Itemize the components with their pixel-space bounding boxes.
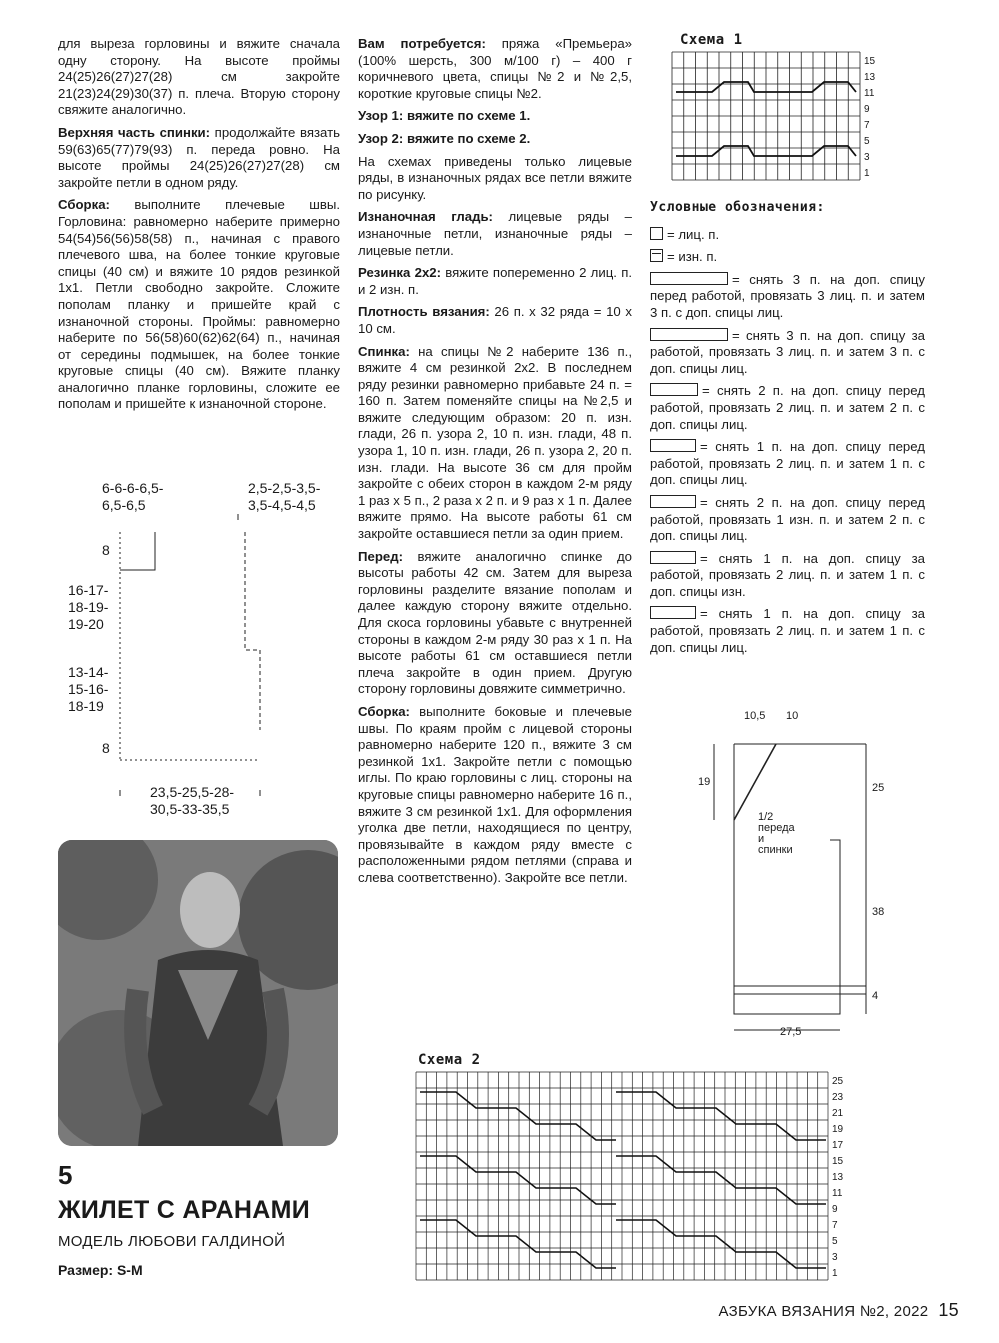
row-number: 1	[832, 1268, 838, 1279]
row-number: 5	[832, 1236, 838, 1247]
legend-item-knit: = лиц. п.	[650, 227, 925, 244]
width-dim-1: 10,5	[744, 710, 766, 722]
model-number: 5	[58, 1160, 73, 1190]
row-number: 11	[864, 88, 875, 99]
schema2-title: Схема 2	[418, 1052, 481, 1068]
paragraph-back: Спинка: на спицы №2 наберите 136 п., вяжите 4 см резинкой 2х2. В последнем ряду резинки равномерно прибавьте 24 п. = 160 п. Затем поменяйте спицы на №2,5 и вяжите следующим образом: 20 п. изн. глади, 26 п. узора 2, 10 п. изн. глади, 48 п. узора 1, 10 п. изн. глади, 26 п. узора 2, 20 п. изн. глади. На высоте 36 см для пройм закройте с обеих сторон в каждом 2-м ряду 1 раз х 5 п., 2 раза х 2 п. и 9 раз х 1 п. Далее вяжите прямо. На высоте работы 61 см закройте оставшиеся петли за один прием.	[358, 343, 632, 542]
bottom-width-dim: 27,5	[780, 1026, 802, 1038]
cable-1-back-purl-icon	[650, 551, 696, 564]
knit-symbol-icon	[650, 227, 663, 240]
page-subtitle: МОДЕЛЬ ЛЮБОВИ ГАЛДИНОЙ	[58, 1233, 286, 1250]
page-number: 15	[938, 1300, 959, 1320]
row-number: 3	[864, 152, 870, 163]
row-number: 7	[832, 1220, 838, 1231]
height-dim-4: 8	[102, 740, 110, 756]
vest-pattern-diagram	[58, 470, 340, 830]
paragraph-upper-back: Верхняя часть спинки: продолжайте вязать 59(63)65(77)79(93) п. переда ровно. На высоте проймы 24(25)26(27)27(28) см закройте петли в одном ряду.	[58, 124, 340, 190]
row-number: 13	[864, 72, 876, 83]
schema2-row-numbers	[832, 1074, 843, 1282]
body-height-dim: 38	[872, 906, 885, 918]
neck-height-dim: 19	[698, 776, 711, 788]
legend-item-purl: = изн. п.	[650, 249, 925, 266]
legend-item-cable2-front-purl: = снять 2 п. на доп. спицу перед работой, провязать 1 изн. п. и затем 2 п. с доп. спицы лиц.	[650, 494, 925, 544]
row-number: 15	[832, 1156, 844, 1167]
row-number: 1	[864, 168, 870, 179]
legend-item-cable1-front: = снять 1 п. на доп. спицу перед работой, провязать 2 лиц. п. и затем 1 п. с доп. спицы лиц.	[650, 439, 925, 488]
row-number: 19	[832, 1124, 844, 1135]
height-dim-3: 13-14- 15-16- 18-19	[68, 664, 109, 714]
cable-2-front-icon	[650, 383, 698, 396]
row-number: 17	[832, 1140, 844, 1151]
legend-title: Условные обозначения:	[650, 200, 825, 215]
page-title: ЖИЛЕТ С АРАНАМИ	[58, 1196, 310, 1224]
text-column-left	[58, 36, 340, 419]
legend-item-cable3-front: = снять 3 п. на доп. спицу перед работой, провязать 3 лиц. п. и затем 3 п. с доп. спицы лиц.	[650, 271, 925, 320]
rib-height-dim: 4	[872, 990, 879, 1002]
size-label: Размер: S-M	[58, 1262, 143, 1278]
half-vest-pattern	[690, 700, 910, 1050]
magazine-name: АЗБУКА ВЯЗАНИЯ №2, 2022	[718, 1303, 929, 1320]
schema1-row-numbers	[864, 54, 875, 182]
legend-item-cable2-front: = снять 2 п. на доп. спицу перед работой, провязать 2 лиц. п. и затем 2 п. с доп. спицы лиц.	[650, 383, 925, 432]
paragraph-pattern1: Узор 1: вяжите по схеме 1.	[358, 108, 531, 124]
paragraph-note: На схемах приведены только лицевые ряды, в изнаночных рядах все петли вяжите по рисунку.	[358, 153, 632, 202]
piece-label: 1/2 переда и спинки	[758, 811, 795, 856]
paragraph-pattern2: Узор 2: вяжите по схеме 2.	[358, 130, 531, 146]
row-number: 23	[832, 1092, 844, 1103]
top-left-dim: 6-6-6-6,5- 6,5-6,5	[102, 480, 164, 513]
row-number: 9	[864, 104, 870, 115]
purl-symbol-icon	[650, 249, 663, 262]
row-number: 21	[832, 1108, 844, 1119]
schema1-title: Схема 1	[680, 32, 743, 48]
row-number: 9	[832, 1204, 838, 1215]
paragraph-rib: Резинка 2х2: вяжите попеременно 2 лиц. п. и 2 изн. п.	[358, 265, 633, 297]
paragraph-assembly: Сборка: выполните плечевые швы. Горловина: равномерно наберите примерно 54(54)56(56)58(58) п., начиная с правого плечевого шва, на более тонкие круговые спицы (40 см) и вяжите 10 рядов резинкой 1х1. Петли свободно закройте. Сложите пополам планку и пришейте край с изнаночной стороны. Проймы: равномерно наберите по 56(58)60(62)62(64) п., начиная от середины подмышек, на более тонкие круговые спицы (40 см). Вяжите планку аналогично планке горловины, сложите ее пополам и пришейте к изнаночной стороне.	[58, 197, 340, 412]
armhole-height-dim: 25	[872, 782, 885, 794]
cable-1-back-icon	[650, 606, 696, 619]
paragraph-front: Перед: вяжите аналогично спинке до высоты работы 42 см. Затем для выреза горловины разделите вязание пополам и далее каждую сторону вяжите отдельно. Для скоса горловины убавьте с внутренней стороны в каждом 2-м ряду 30 раз х 1 п. На высоте работы 61 см оставшиеся петли плеча закройте в один прием. Другую сторону горловины довяжите симметрично.	[358, 548, 632, 697]
width-dim-2: 10	[786, 710, 799, 722]
legend-item-cable3-back: = снять 3 п. на доп. спицу за работой, провязать 3 лиц. п. и затем 3 п. с доп. спицы лиц.	[650, 327, 925, 376]
bottom-dim: 23,5-25,5-28- 30,5-33-35,5	[150, 784, 235, 817]
height-dim-2: 16-17- 18-19- 19-20	[68, 582, 109, 632]
footer	[718, 1300, 959, 1321]
cable-3-back-icon	[650, 328, 728, 341]
legend-item-cable1-back: = снять 1 п. на доп. спицу за работой, провязать 2 лиц. п. и затем 1 п. с доп. спицы лиц.	[650, 606, 925, 655]
pattern1-outline	[58, 470, 340, 830]
paragraph-gauge: Плотность вязания: 26 п. х 32 ряда = 10 х 10 см.	[358, 304, 632, 336]
cable-3-front-icon	[650, 272, 728, 285]
row-number: 15	[864, 56, 876, 67]
pattern2-outline	[690, 700, 910, 1050]
cable-2-front-purl-icon	[650, 495, 696, 508]
row-number: 13	[832, 1172, 844, 1183]
schema2-chart	[416, 1072, 836, 1282]
row-number: 3	[832, 1252, 838, 1263]
row-number: 25	[832, 1076, 844, 1087]
row-number: 11	[832, 1188, 843, 1199]
legend	[650, 200, 925, 662]
cable-1-front-icon	[650, 439, 696, 452]
paragraph-reverse-stockinette: Изнаночная гладь: лицевые ряды – изнаночные петли, изнаночные ряды – лицевые петли.	[358, 209, 632, 258]
paragraph-materials: Вам потребуется: пряжа «Премьера» (100% шерсть, 300 м/100 г) – 400 г коричневого цвета, спицы №2 и №2,5, короткие круговые спицы №2.	[358, 36, 632, 101]
paragraph-neck: для выреза горловины и вяжите сначала одну сторону. На высоте проймы 24(25)26(27)27(28) см закройте 21(23)24(29)30(37) п. плеча. Вторую сторону свяжите аналогично.	[58, 36, 340, 118]
schema1-chart	[672, 52, 872, 182]
legend-item-cable1-back-purl: = снять 1 п. на доп. спицу за работой, провязать 2 лиц. п. и затем 1 п. с доп. спицы изн.	[650, 550, 925, 599]
paragraph-finishing: Сборка: выполните боковые и плечевые швы. По краям пройм с лицевой стороны равномерно наберите 120 п., вяжите 3 см резинкой 1х1. Закройте петли с помощью иглы. По краю горловины с лиц. стороны на круговые спицы равномерно наберите 16 п., вяжите 3 см резинкой 1х1. Для оформления уголка две петли, находящиеся по центру, провязывайте в каждом ряду вместе с расположенными рядом петлями (справа и слева соответственно). Закройте все петли.	[358, 703, 632, 885]
text-column-middle	[358, 36, 632, 893]
height-dim-1: 8	[102, 542, 110, 558]
row-number: 5	[864, 136, 870, 147]
model-photo	[58, 840, 338, 1146]
row-number: 7	[864, 120, 870, 131]
top-right-dim: 2,5-2,5-3,5- 3,5-4,5-4,5	[248, 480, 321, 513]
